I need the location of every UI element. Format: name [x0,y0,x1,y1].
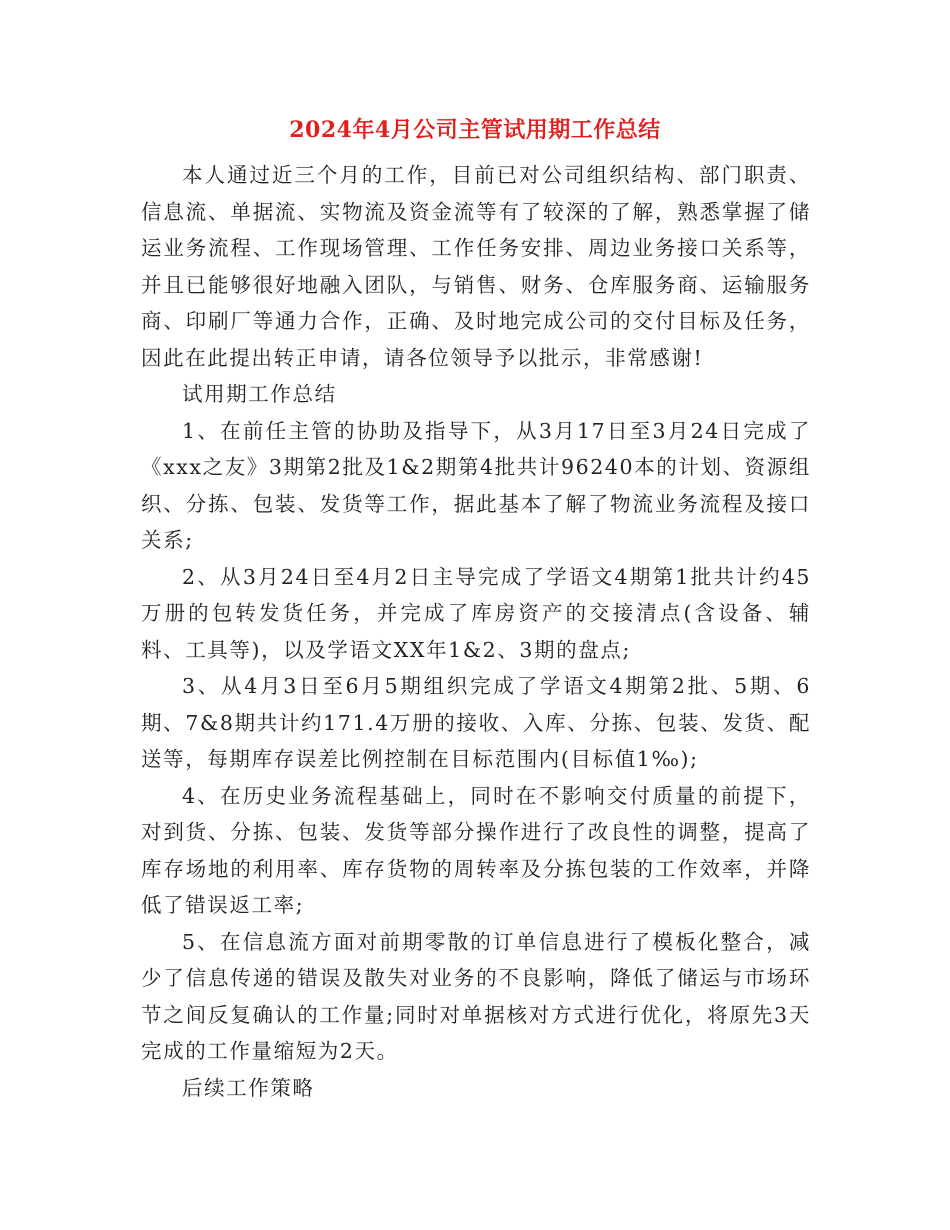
summary-item-4: 4、在历史业务流程基础上，同时在不影响交付质量的前提下，对到货、分拣、包装、发货等部分操作进行了改良性的调整，提高了库存场地的利用率、库存货物的周转率及分拣包装的工作效率，并降低了错误返工率; [141,783,811,917]
summary-item-3: 3、从4月3日至6月5期组织完成了学语文4期第2批、5期、6期、7&8期共计约171.4万册的接收、入库、分拣、包装、发货、配送等，每期库存误差比例控制在目标范围内(目标值1‰); [141,674,811,771]
summary-item-2: 2、从3月24日至4月2日主导完成了学语文4期第1批共计约45万册的包转发货任务，并完成了库房资产的交接清点(含设备、辅料、工具等)，以及学语文XX年1&2、3期的盘点; [141,564,811,662]
section-heading-strategy: 后续工作策略 [182,1075,315,1100]
section-heading-summary: 试用期工作总结 [182,382,337,406]
document-title: 2024年4月公司主管试用期工作总结 [289,117,661,143]
summary-item-1: 1、在前任主管的协助及指导下，从3月17日至3月24日完成了《xxx之友》3期第2批及1&2期第4批共计96240本的计划、资源组织、分拣、包装、发货等工作，据此基本了解了物流业务流程及接口关系; [141,418,811,552]
intro-paragraph: 本人通过近三个月的工作，目前已对公司组织结构、部门职责、信息流、单据流、实物流及资金流等有了较深的了解，熟悉掌握了储运业务流程、工作现场管理、工作任务安排、周边业务接口关系等，并且已能够很好地融入团队，与销售、财务、仓库服务商、运输服务商、印刷厂等通力合作，正确、及时地完成公司的交付目标及任务，因此在此提出转正申请，请各位领导予以批示，非常感谢! [141,163,811,370]
document-body [141,157,811,1106]
summary-item-5: 5、在信息流方面对前期零散的订单信息进行了模板化整合，减少了信息传递的错误及散失对业务的不良影响，降低了储运与市场环节之间反复确认的工作量;同时对单据核对方式进行优化，将原先3天完成的工作量缩短为2天。 [141,929,811,1063]
